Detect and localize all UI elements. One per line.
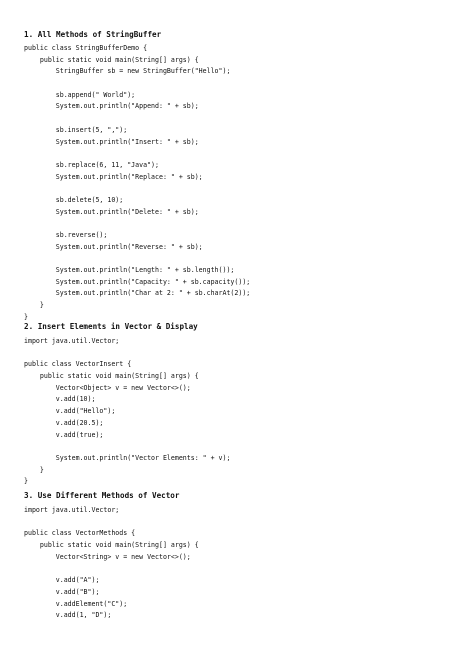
section-1-heading: 1. All Methods of StringBuffer — [24, 30, 162, 39]
section-1-code-block — [24, 43, 250, 324]
code-line: System.out.println("Delete: " + sb); — [24, 207, 199, 216]
code-line: sb.insert(5, ","); — [24, 125, 128, 134]
code-line — [24, 348, 230, 360]
code-line: System.out.println("Capacity: " + sb.capacity()); — [24, 277, 251, 286]
section-2-code-block — [24, 336, 230, 488]
code-line — [24, 183, 250, 195]
code-line: } — [24, 465, 44, 474]
section-3-heading: 3. Use Different Methods of Vector — [24, 491, 180, 500]
code-line: v.add("B"); — [24, 587, 100, 596]
code-line: v.add(true); — [24, 430, 104, 439]
code-line: sb.delete(5, 10); — [24, 195, 124, 204]
code-line — [24, 148, 250, 160]
code-line: } — [24, 301, 44, 310]
section-2-heading: 2. Insert Elements in Vector & Display — [24, 322, 198, 331]
code-line: } — [24, 477, 28, 486]
code-line — [24, 218, 250, 230]
code-line: } — [24, 312, 28, 321]
code-line: v.addElement("C"); — [24, 599, 128, 608]
code-line: public class StringBufferDemo { — [24, 44, 148, 52]
code-line: System.out.println("Append: " + sb); — [24, 102, 199, 111]
code-line: public static void main(String[] args) { — [24, 372, 199, 381]
code-line: System.out.println("Vector Elements: " + v); — [24, 453, 231, 462]
code-line: v.add(1, "D"); — [24, 611, 112, 620]
code-line: v.add("Hello"); — [24, 407, 116, 416]
code-line: public class VectorInsert { — [24, 360, 132, 369]
code-line — [24, 441, 230, 453]
code-line: sb.replace(6, 11, "Java"); — [24, 160, 159, 169]
section-3-code-block — [24, 505, 199, 622]
code-line: v.add(20.5); — [24, 418, 104, 427]
code-line — [24, 113, 250, 125]
code-line: public static void main(String[] args) { — [24, 541, 199, 550]
code-line: System.out.println("Char at 2: " + sb.charAt(2)); — [24, 289, 251, 298]
code-line: System.out.println("Insert: " + sb); — [24, 137, 199, 146]
code-line: System.out.println("Reverse: " + sb); — [24, 242, 203, 251]
code-line — [24, 517, 199, 529]
code-line: System.out.println("Replace: " + sb); — [24, 172, 203, 181]
code-line: import java.util.Vector; — [24, 506, 120, 514]
code-line: public class VectorMethods { — [24, 529, 136, 538]
code-line: sb.append(" World"); — [24, 90, 136, 99]
code-line — [24, 563, 199, 575]
code-line: import java.util.Vector; — [24, 337, 120, 345]
code-line: public static void main(String[] args) { — [24, 55, 199, 64]
code-line: v.add("A"); — [24, 576, 100, 585]
code-line: StringBuffer sb = new StringBuffer("Hello"); — [24, 67, 231, 76]
code-line — [24, 78, 250, 90]
code-line: v.add(10); — [24, 395, 96, 404]
code-line: Vector<Object> v = new Vector<>(); — [24, 383, 191, 392]
code-line — [24, 253, 250, 265]
code-line: System.out.println("Length: " + sb.length()); — [24, 266, 235, 275]
code-line: sb.reverse(); — [24, 231, 108, 239]
code-line: Vector<String> v = new Vector<>(); — [24, 552, 191, 561]
